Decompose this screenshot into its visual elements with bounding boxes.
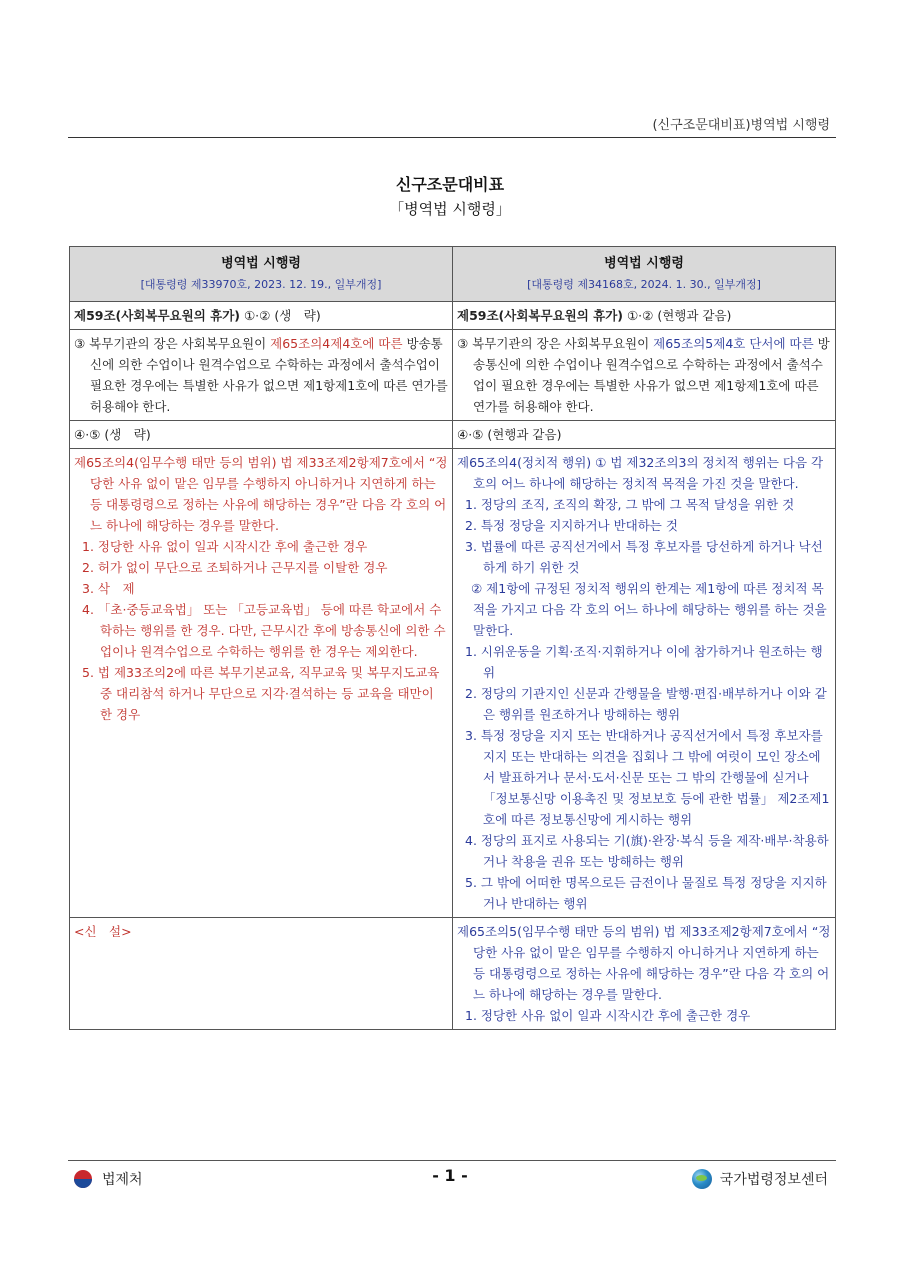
document-title: 신구조문대비표 xyxy=(395,175,505,194)
new-cell xyxy=(453,330,836,421)
list-item: 4. 「초·중등교육법」 또는 「고등교육법」 등에 따른 학교에서 수학하는 행위를 한 경우. 다만, 근무시간 후에 방송통신에 의한 수업이나 원격수업으로 수학하는 행위를 한 경우는 제외한다. xyxy=(82,602,446,659)
new-cell xyxy=(453,449,836,918)
paragraph: ② 제1항에 규정된 정치적 행위의 한계는 제1항에 따른 정치적 목적을 가지고 다음 각 호의 어느 하나에 해당하는 행위를 하는 것을 말한다. xyxy=(471,581,827,638)
new-cell xyxy=(453,918,836,1030)
footer-divider xyxy=(68,1160,836,1161)
paragraph xyxy=(74,333,448,417)
list-item: 1. 정당의 조직, 조직의 확장, 그 밖에 그 목적 달성을 위한 것 xyxy=(465,497,795,512)
footer-org: 법제처 xyxy=(102,1172,143,1188)
new-law-version: [대통령령 제34168호, 2024. 1. 30., 일부개정] xyxy=(527,278,761,291)
added-text: 제65조의5제4호 단서에 따른 xyxy=(653,336,814,351)
old-cell: <신 설> xyxy=(70,918,453,1030)
table-header-row xyxy=(70,247,836,302)
article-title: 제59조(사회복무요원의 휴가) xyxy=(74,308,240,323)
old-cell xyxy=(70,302,453,330)
page-number: - 1 - xyxy=(432,1166,468,1185)
globe-icon xyxy=(692,1169,712,1189)
paragraph xyxy=(457,333,831,417)
old-cell xyxy=(70,330,453,421)
list-item: 5. 법 제33조의2에 따른 복무기본교육, 직무교육 및 복무지도교육 중 대리참석 하거나 무단으로 지각·결석하는 등 교육을 태만이 한 경우 xyxy=(82,665,440,722)
article-rest: ①·② (현행과 같음) xyxy=(623,308,732,323)
table-row xyxy=(70,330,836,421)
list-item: 3. 삭 제 xyxy=(82,581,135,596)
table-row xyxy=(70,918,836,1030)
footer-right xyxy=(692,1169,828,1189)
article-heading: 제65조의5(임무수행 태만 등의 범위) 법 제33조제2항제7호에서 “정당한 사유 없이 맡은 임무를 수행하지 아니하거나 지연하게 하는 등 대통령령으로 정하는 사유에 해당하는 경우”란 다음 각 호의 어느 하나에 해당하는 경우를 말한다. xyxy=(457,924,831,1002)
list-item: 1. 정당한 사유 없이 일과 시작시간 후에 출근한 경우 xyxy=(465,1008,751,1023)
old-column-header xyxy=(70,247,453,302)
document-label: (신구조문대비표)병역법 시행령 xyxy=(652,118,830,133)
old-cell: ④·⑤ (생 략) xyxy=(70,421,453,449)
article-title: 제59조(사회복무요원의 휴가) xyxy=(457,308,623,323)
list-item: 1. 정당한 사유 없이 일과 시작시간 후에 출근한 경우 xyxy=(82,539,368,554)
list-item: 2. 정당의 기관지인 신문과 간행물을 발행·편집·배부하거나 이와 같은 행위를 원조하거나 방해하는 행위 xyxy=(465,686,827,722)
comparison-table xyxy=(69,246,836,1030)
old-cell xyxy=(70,449,453,918)
list-item: 4. 정당의 표지로 사용되는 기(旗)·완장·복식 등을 제작·배부·착용하거나 착용을 권유 또는 방해하는 행위 xyxy=(465,833,829,869)
list-item: 2. 특정 정당을 지지하거나 반대하는 것 xyxy=(465,518,678,533)
document-subtitle: 「병역법 시행령」 xyxy=(389,200,511,218)
new-cell: ④·⑤ (현행과 같음) xyxy=(453,421,836,449)
list-item: 3. 특정 정당을 지지 또는 반대하거나 공직선거에서 특정 후보자를 지지 또는 반대하는 의견을 집회나 그 밖에 여럿이 모인 장소에서 발표하거나 문서·도서·신문 또는 그 밖의 간행물에 싣거나 「정보통신망 이용촉진 및 정보보호 등에 관한 법률」 제2조제1호에 따른 정보통신망에 게시하는 행위 xyxy=(465,728,830,827)
new-cell xyxy=(453,302,836,330)
article-heading: 제65조의4(정치적 행위) ① 법 제32조의3의 정치적 행위는 다음 각 호의 어느 하나에 해당하는 정치적 목적을 가진 것을 말한다. xyxy=(457,455,824,491)
article-heading: 제65조의4(임무수행 태만 등의 범위) 법 제33조제2항제7호에서 “정당한 사유 없이 맡은 임무를 수행하지 아니하거나 지연하게 하는 등 대통령령으로 정하는 사유에 해당하는 경우”란 다음 각 호의 어느 하나에 해당하는 경우를 말한다. xyxy=(74,455,448,533)
text: 방송통신에 의한 수업이나 원격수업으로 수학하는 과정에서 출석수업이 필요한 경우에는 특별한 사유가 없으면 제1항제1호에 따른 연가를 허용해야 한다. xyxy=(90,336,448,414)
new-law-name: 병역법 시행령 xyxy=(604,256,684,271)
new-column-header xyxy=(453,247,836,302)
list-item: 1. 시위운동을 기획·조직·지휘하거나 이에 참가하거나 원조하는 행위 xyxy=(465,644,823,680)
footer-center-name: 국가법령정보센터 xyxy=(719,1172,828,1188)
header-divider xyxy=(68,137,836,138)
list-item: 3. 법률에 따른 공직선거에서 특정 후보자를 당선하게 하거나 낙선하게 하기 위한 것 xyxy=(465,539,823,575)
old-law-version: [대통령령 제33970호, 2023. 12. 19., 일부개정] xyxy=(140,278,382,291)
text: ③ 복무기관의 장은 사회복무요원이 xyxy=(457,336,654,351)
table-row xyxy=(70,421,836,449)
old-law-name: 병역법 시행령 xyxy=(221,256,301,271)
text: ③ 복무기관의 장은 사회복무요원이 xyxy=(74,336,271,351)
table-row xyxy=(70,302,836,330)
text: 방송통신에 의한 수업이나 원격수업으로 수학하는 과정에서 출석수업이 필요한 경우에는 특별한 사유가 없으면 제1항제1호에 따른 연가를 허용해야 한다. xyxy=(473,336,830,414)
list-item: 2. 허가 없이 무단으로 조퇴하거나 근무지를 이탈한 경우 xyxy=(82,560,388,575)
deleted-text: 제65조의4제4호에 따른 xyxy=(270,336,403,351)
table-row xyxy=(70,449,836,918)
list-item: 5. 그 밖에 어떠한 명목으로든 금전이나 물질로 특정 정당을 지지하거나 반대하는 행위 xyxy=(465,875,827,911)
article-rest: ①·② (생 략) xyxy=(240,308,321,323)
